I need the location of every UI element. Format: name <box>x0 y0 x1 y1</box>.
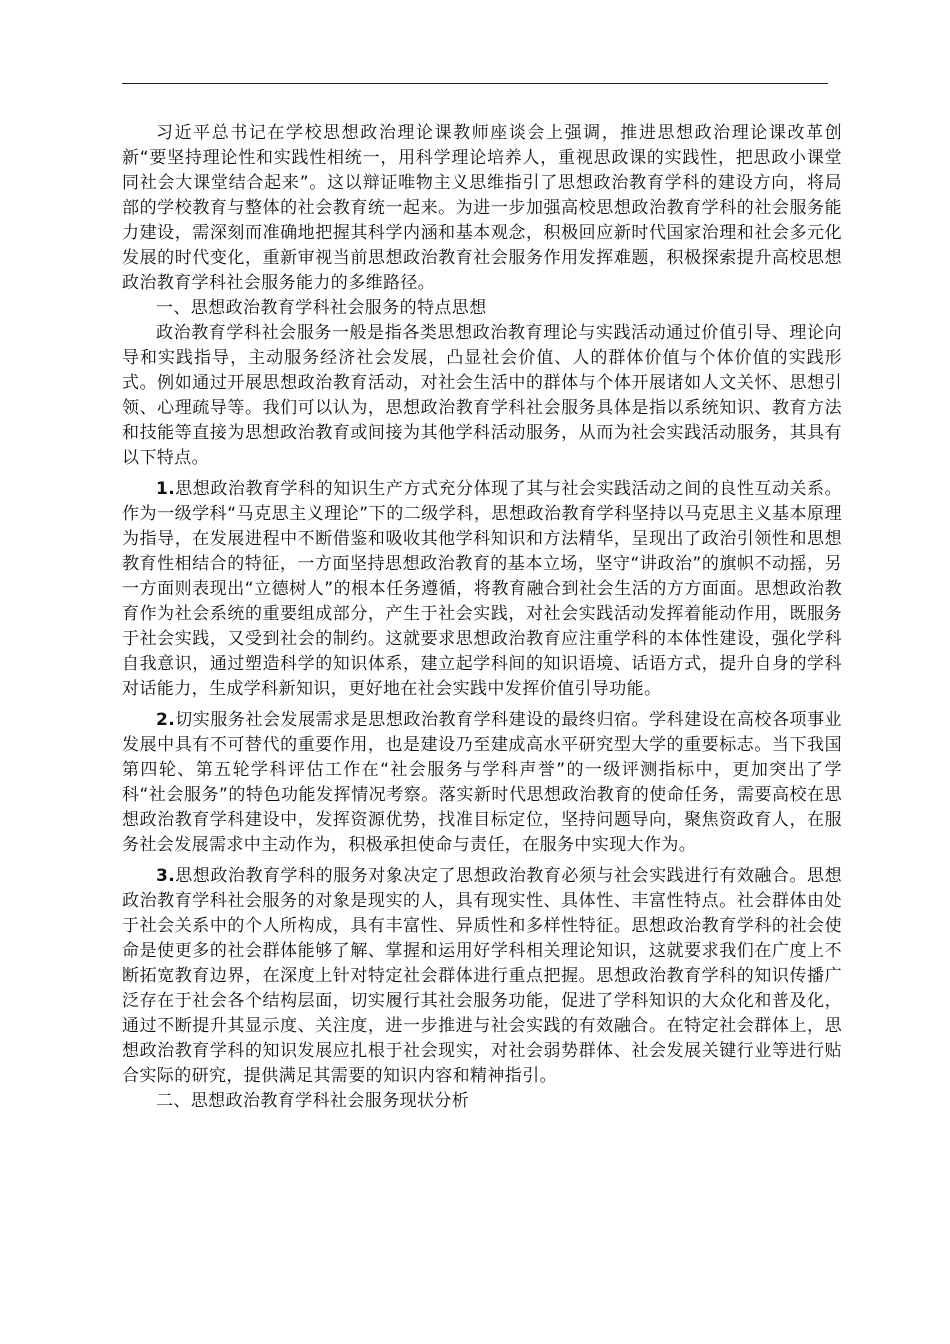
numbered-paragraph-3 <box>122 864 842 1089</box>
numbered-paragraph-1 <box>122 477 842 702</box>
paragraph-text: 切实服务社会发展需求是思想政治教育学科建设的最终归宿。学科建设在高校各项事业发展中具有不可替代的重要作用，也是建设乃至建成高水平研究型大学的重要标志。当下我国第四轮、第五轮学科评估工作在“社会服务与学科声誉”的一级评测指标中，更加突出了学科“社会服务”的特色功能发挥情况考察。落实新时代思想政治教育的使命任务，需要高校在思想政治教育学科建设中，发挥资源优势，找准目标定位，坚持问题导向，聚焦资政育人，在服务社会发展需求中主动作为，积极承担使命与责任，在服务中实现大作为。 <box>122 710 842 855</box>
numbered-paragraph-2 <box>122 708 842 858</box>
section-heading-2: 二、思想政治教育学科社会服务现状分析 <box>156 1091 470 1111</box>
paragraph-number: 2. <box>156 710 176 730</box>
document-body <box>122 121 842 1114</box>
section-heading-1: 一、思想政治教育学科社会服务的特点思想 <box>156 298 487 318</box>
paragraph-text: 思想政治教育学科的服务对象决定了思想政治教育必须与社会实践进行有效融合。思想政治教育学科社会服务的对象是现实的人，具有现实性、具体性、丰富性特点。社会群体由处于社会关系中的个人所构成，具有丰富性、异质性和多样性特征。思想政治教育学科的社会使命是使更多的社会群体能够了解、掌握和运用好学科相关理论知识，这就要求我们在广度上不断拓宽教育边界，在深度上针对特定社会群体进行重点把握。思想政治教育学科的知识传播广泛存在于社会各个结构层面，切实履行其社会服务功能，促进了学科知识的大众化和普及化，通过不断提升其显示度、关注度，进一步推进与社会实践的有效融合。在特定社会群体上，思想政治教育学科的知识发展应扎根于社会现实，对社会弱势群体、社会发展关键行业等进行贴合实际的研究，提供满足其需要的知识内容和精神指引。 <box>122 866 842 1086</box>
paragraph-number: 3. <box>156 866 176 886</box>
intro-paragraph: 习近平总书记在学校思想政治理论课教师座谈会上强调，推进思想政治理论课改革创新“要坚持理论性和实践性相统一，用科学理论培养人，重视思政课的实践性，把思政小课堂同社会大课堂结合起来”。这以辩证唯物主义思维指引了思想政治教育学科的建设方向，将局部的学校教育与整体的社会教育统一起来。为进一步加强高校思想政治教育学科的社会服务能力建设，需深刻而准确地把握其科学内涵和基本观念，积极回应新时代国家治理和社会多元化发展的时代变化，重新审视当前思想政治教育社会服务作用发挥难题，积极探索提升高校思想政治教育学科社会服务能力的多维路径。 <box>122 123 842 293</box>
body-paragraph: 政治教育学科社会服务一般是指各类思想政治教育理论与实践活动通过价值引导、理论向导和实践指导，主动服务经济社会发展，凸显社会价值、人的群体价值与个体价值的实践形式。例如通过开展思想政治教育活动，对社会生活中的群体与个体开展诸如人文关怀、思想引领、心理疏导等。我们可以认为，思想政治教育学科社会服务具体是指以系统知识、教育方法和技能等直接为思想政治教育或间接为其他学科活动服务，从而为社会实践活动服务，其具有以下特点。 <box>122 323 842 468</box>
header-rule <box>122 83 828 84</box>
paragraph-text: 思想政治教育学科的知识生产方式充分体现了其与社会实践活动之间的良性互动关系。作为一级学科“马克思主义理论”下的二级学科，思想政治教育学科坚持以马克思主义基本原理为指导，在发展进程中不断借鉴和吸收其他学科知识和方法精华，呈现出了政治引领性和思想教育性相结合的特征，一方面坚持思想政治教育的基本立场，坚守“讲政治”的旗帜不动摇，另一方面则表现出“立德树人”的根本任务遵循，将教育融合到社会生活的方方面面。思想政治教育作为社会系统的重要组成部分，产生于社会实践，对社会实践活动发挥着能动作用，既服务于社会实践，又受到社会的制约。这就要求思想政治教育应注重学科的本体性建设，强化学科自我意识，通过塑造科学的知识体系，建立起学科间的知识语境、话语方式，提升自身的学科对话能力，生成学科新知识，更好地在社会实践中发挥价值引导功能。 <box>122 479 842 699</box>
paragraph-number: 1. <box>156 479 176 499</box>
